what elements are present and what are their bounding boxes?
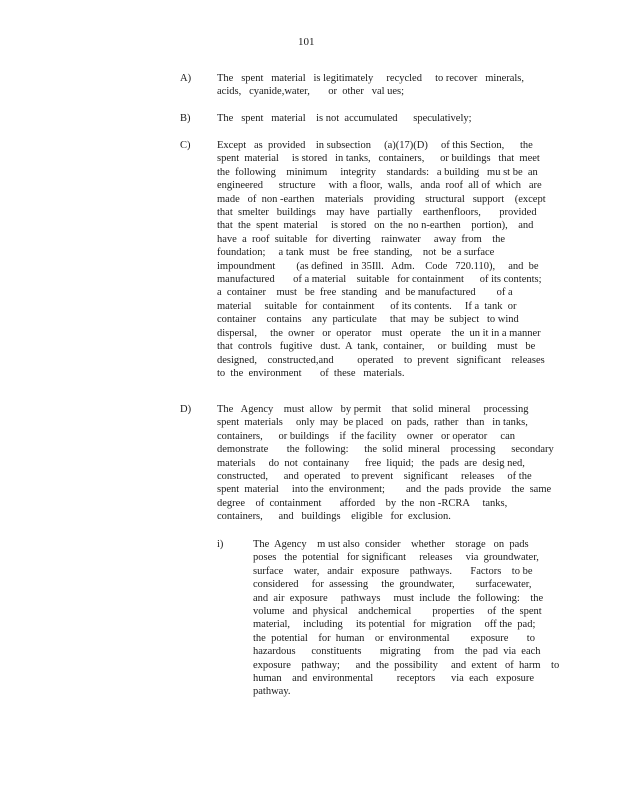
text-line: demonstrate the following: the solid mineral processing secondary bbox=[217, 444, 554, 456]
text-line: spent material is stored in tanks, containers, or buildings that meet bbox=[217, 153, 540, 165]
item-label: B) bbox=[180, 113, 191, 124]
text-line: spent material into the environment; and the pads provide the same bbox=[217, 484, 552, 496]
text-line: material, including its potential for migration off the pad; bbox=[253, 619, 536, 631]
text-line: The Agency m ust also consider whether storage on pads bbox=[253, 539, 529, 550]
text-line: the potential for human or environmental exposure to bbox=[253, 632, 535, 644]
text-line: considered for assessing the groundwater, surfacewater, bbox=[253, 579, 532, 591]
text-line: volume and physical andchemical properties of the spent bbox=[253, 606, 542, 618]
item-label: C) bbox=[180, 140, 191, 151]
text-line: The spent material is legitimately recycled to recover minerals, bbox=[217, 73, 525, 84]
text-line: constructed, and operated to prevent significant releases of the bbox=[217, 471, 532, 483]
text-line: to the environment of these materials. bbox=[217, 367, 405, 379]
text-line: materials do not containany free liquid; the pads are desig ned, bbox=[217, 457, 525, 469]
item-text bbox=[217, 139, 546, 380]
text-line: manufactured of a material suitable for containment of its contents; bbox=[217, 274, 542, 286]
text-line: containers, or buildings if the facility owner or operator can bbox=[217, 430, 515, 442]
sub-item-text bbox=[253, 538, 560, 699]
item-text bbox=[217, 72, 542, 99]
item-text bbox=[217, 112, 542, 125]
text-line: that controls fugitive dust. A tank, container, or building must be bbox=[217, 341, 536, 353]
text-line: hazardous constituents migrating from the pad via each bbox=[253, 646, 541, 658]
text-line: made of non -earthen materials providing structural support (except bbox=[217, 193, 546, 205]
text-line: surface water, andair exposure pathways. Factors to be bbox=[253, 565, 533, 577]
text-line: that smelter buildings may have partially earthenfloors, provided bbox=[217, 207, 537, 219]
text-line: The Agency must allow by permit that solid mineral processing bbox=[217, 404, 529, 415]
text-line: impoundment (as defined in 35Ill. Adm. Code 720.110), and be bbox=[217, 260, 539, 272]
sub-item-label: i) bbox=[217, 539, 224, 550]
text-line: dispersal, the owner or operator must operate the un it in a manner bbox=[217, 327, 541, 339]
text-line: exposure pathway; and the possibility and extent of harm to bbox=[253, 659, 560, 671]
text-line: degree of containment afforded by the non -RCRA tanks, bbox=[217, 497, 508, 509]
text-line: The spent material is not accumulated speculatively; bbox=[217, 113, 472, 124]
item-text bbox=[217, 403, 554, 524]
text-line: poses the potential for significant releases via groundwater, bbox=[253, 552, 539, 564]
text-line: have a roof suitable for diverting rainwater away from the bbox=[217, 233, 506, 245]
text-line: pathway. bbox=[253, 686, 291, 698]
text-line: foundation; a tank must be free standing, not be a surface bbox=[217, 247, 495, 259]
text-line: that the spent material is stored on the no n-earthen portion), and bbox=[217, 220, 534, 232]
text-line: Except as provided in subsection (a)(17)(D) of this Section, the bbox=[217, 140, 533, 151]
text-line: human and environmental receptors via each exposure bbox=[253, 673, 535, 685]
item-label: D) bbox=[180, 404, 192, 415]
page-number: 101 bbox=[298, 36, 315, 48]
text-line: designed, constructed,and operated to prevent significant releases bbox=[217, 354, 545, 366]
text-line: and air exposure pathways must include the following: the bbox=[253, 592, 544, 604]
item-label: A) bbox=[180, 73, 192, 84]
text-line: a container must be free standing and be manufactured of a bbox=[217, 287, 513, 299]
text-line: container contains any particulate that may be subject to wind bbox=[217, 314, 519, 326]
text-line: material suitable for containment of its contents. If a tank or bbox=[217, 300, 517, 312]
text-line: acids, cyanide,water, or other val ues; bbox=[217, 86, 405, 98]
text-line: containers, and buildings eligible for exclusion. bbox=[217, 511, 451, 523]
text-line: spent materials only may be placed on pads, rather than in tanks, bbox=[217, 417, 528, 429]
text-line: the following minimum integrity standards: a building mu st be an bbox=[217, 166, 538, 178]
text-line: engineered structure with a floor, walls, anda roof all of which are bbox=[217, 180, 542, 192]
